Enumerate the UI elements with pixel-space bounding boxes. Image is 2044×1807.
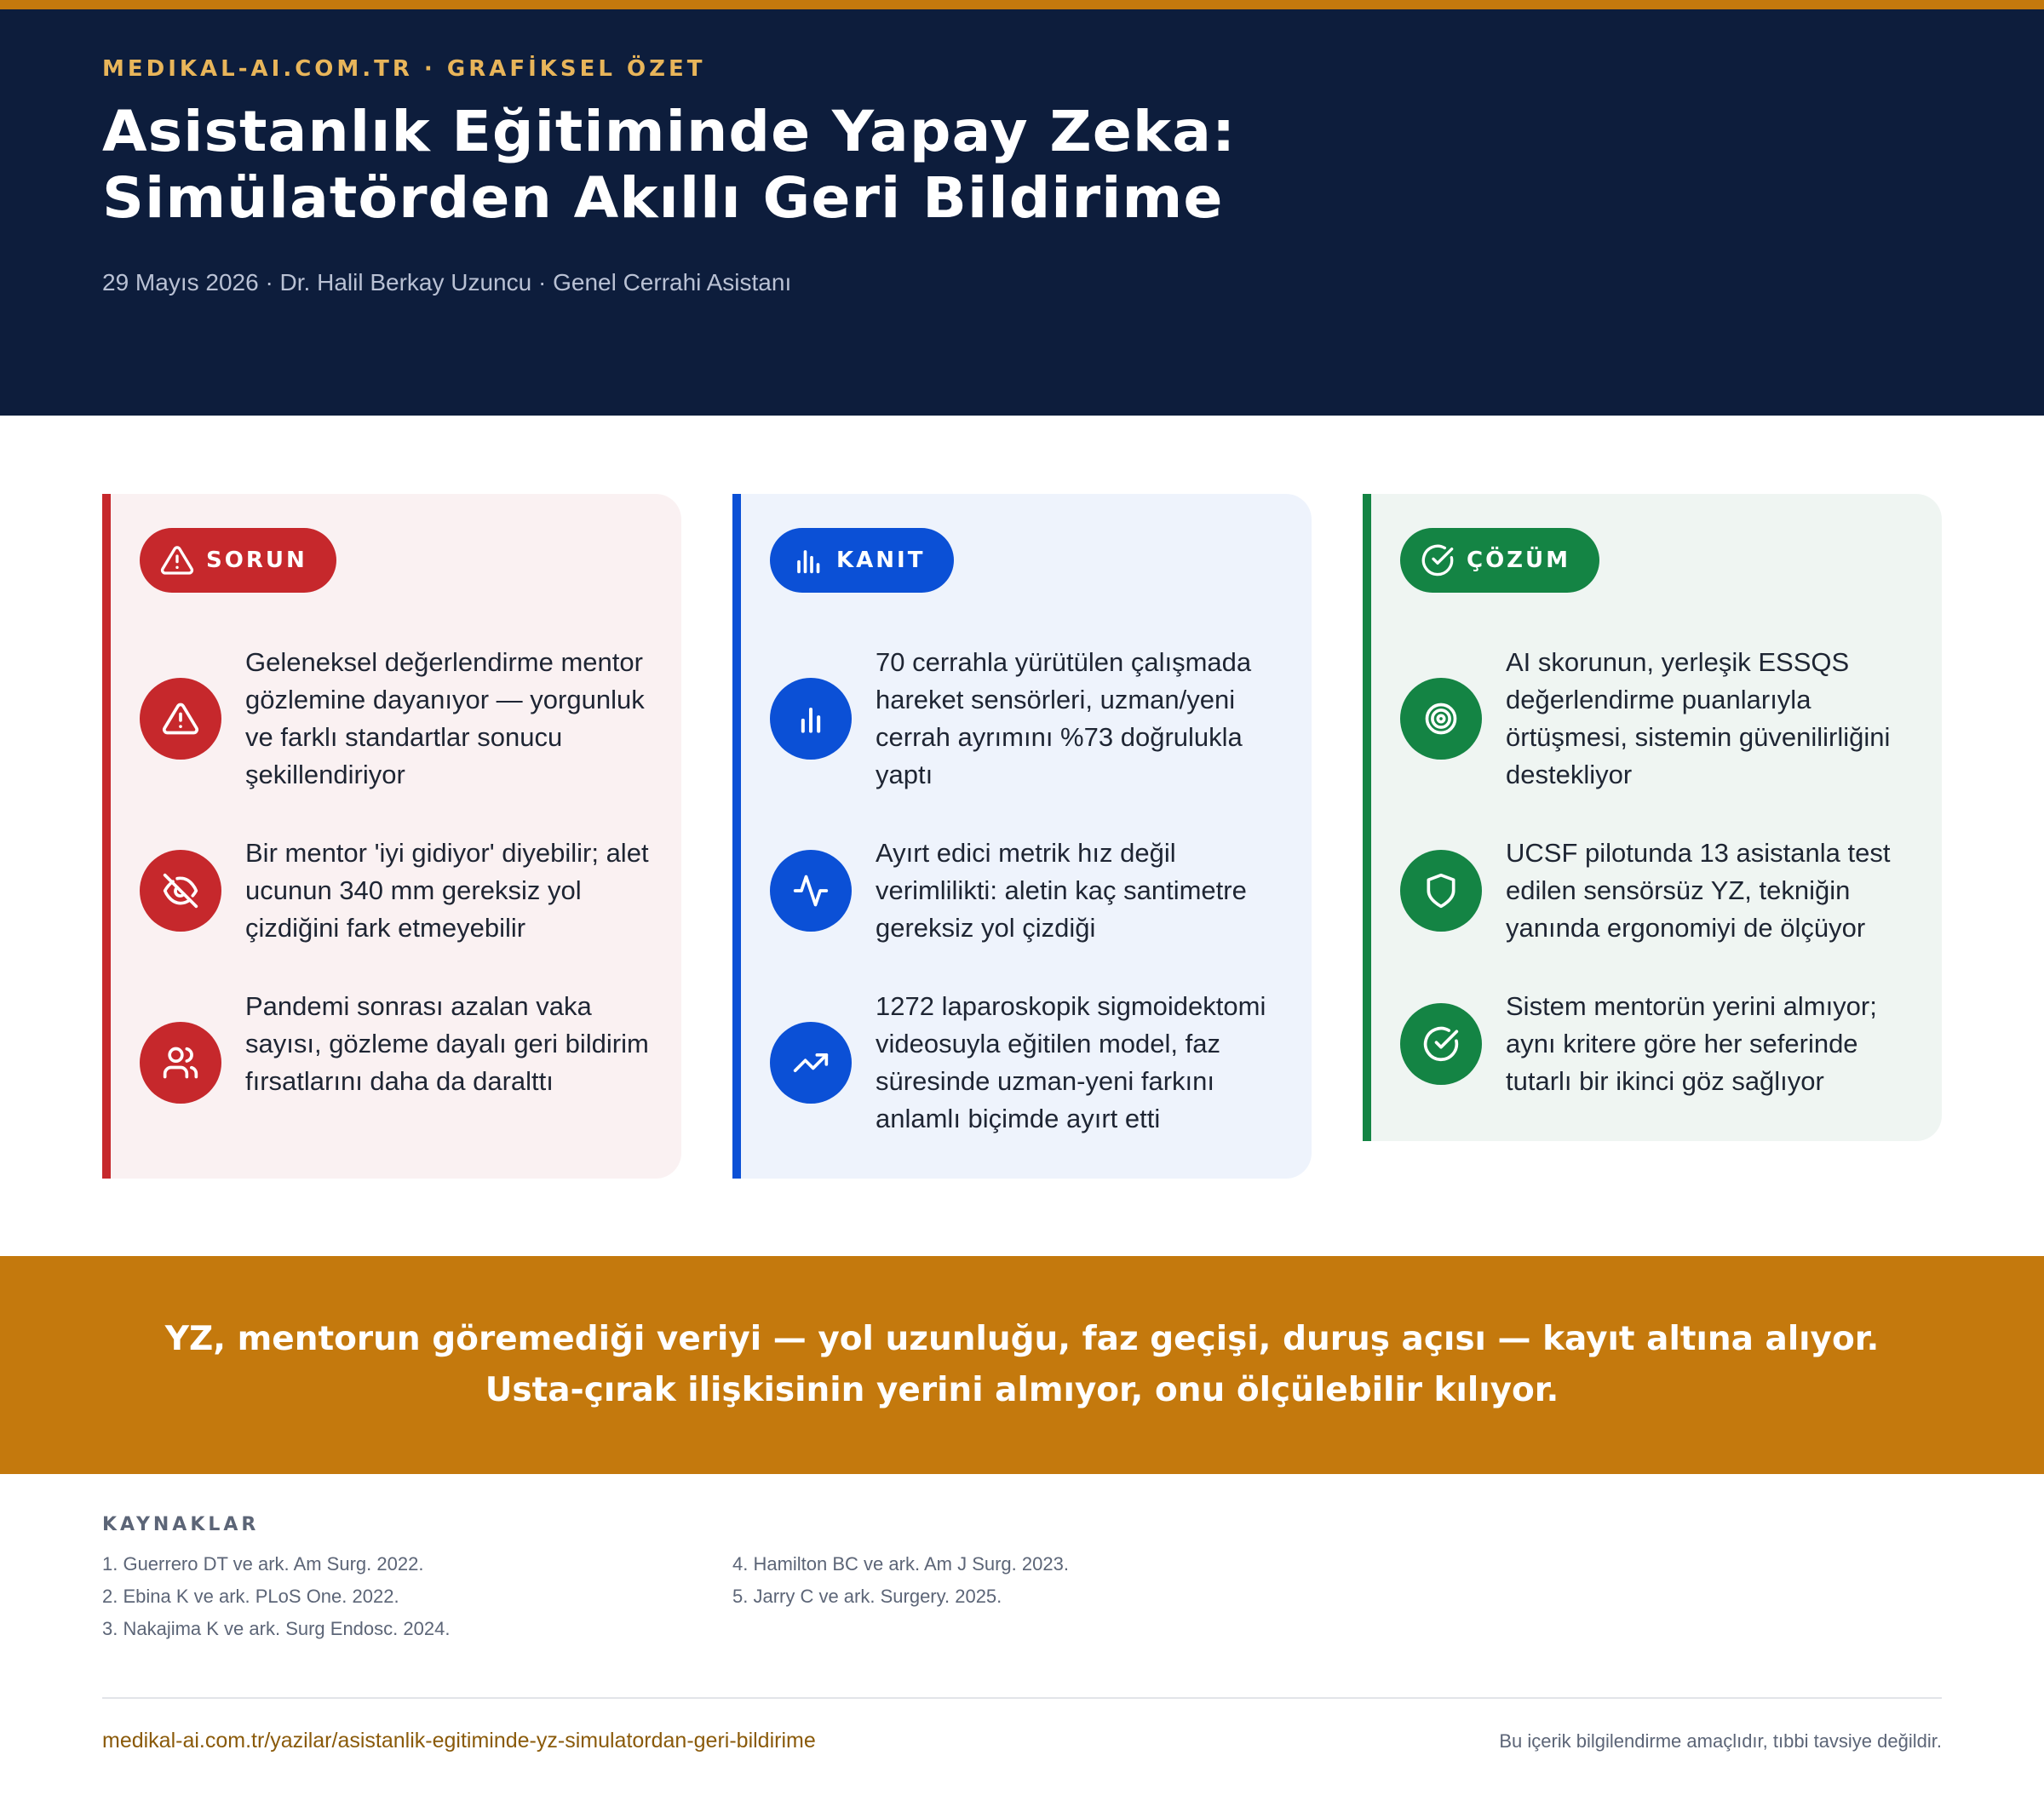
reference-item: 2. Ebina K ve ark. PLoS One. 2022. bbox=[102, 1586, 399, 1607]
reference-item: 4. Hamilton BC ve ark. Am J Surg. 2023. bbox=[732, 1553, 1069, 1575]
card-accent-bar bbox=[1363, 494, 1371, 1141]
cozum-item-text: UCSF pilotunda 13 asistanla test edilen sensörsüz YZ, tekniğin yanında ergonomiyi de ölçüyor bbox=[1506, 838, 1891, 943]
cozum-item-text: AI skorunun, yerleşik ESSQS değerlendirme puanlarıyla örtüşmesi, sistemin güvenilirliğini destekliyor bbox=[1506, 647, 1891, 789]
footer-divider bbox=[102, 1697, 1942, 1699]
cozum-badge bbox=[1400, 528, 1599, 593]
trending-up-icon bbox=[770, 1022, 852, 1104]
target-icon bbox=[1400, 678, 1482, 760]
summary-banner bbox=[0, 1256, 2044, 1474]
users-icon bbox=[140, 1022, 221, 1104]
sorun-badge bbox=[140, 528, 336, 593]
card-accent-bar bbox=[102, 494, 111, 1179]
reference-item: 5. Jarry C ve ark. Surgery. 2025. bbox=[732, 1586, 1002, 1607]
shield-icon bbox=[1400, 850, 1482, 932]
check-circle-icon bbox=[1421, 543, 1455, 577]
article-meta: 29 Mayıs 2026 · Dr. Halil Berkay Uzuncu · Genel Cerrahi Asistanı bbox=[102, 269, 792, 295]
header bbox=[0, 9, 2044, 416]
top-accent-bar bbox=[0, 0, 2044, 9]
card-accent-bar bbox=[732, 494, 741, 1179]
page-title bbox=[102, 99, 1989, 232]
reference-item: 3. Nakajima K ve ark. Surg Endosc. 2024. bbox=[102, 1618, 451, 1639]
bar-chart-icon bbox=[790, 543, 824, 577]
cozum-item-text: Sistem mentorün yerini almıyor; aynı kritere göre her seferinde tutarlı bir ikinci göz sağlıyor bbox=[1506, 991, 1877, 1096]
kanit-item-text: Ayırt edici metrik hız değil verimlilikti: aletin kaç santimetre gereksiz yol çizdiği bbox=[876, 838, 1247, 943]
cozum-badge-label: ÇÖZÜM bbox=[1467, 548, 1571, 573]
cozum-card bbox=[1363, 494, 1942, 1141]
check-circle-icon bbox=[1400, 1003, 1482, 1085]
title-line-2: Simülatörden Akıllı Geri Bildirime bbox=[102, 165, 1224, 231]
references-column-1 bbox=[102, 1548, 450, 1645]
article-url-link[interactable]: medikal-ai.com.tr/yazilar/asistanlik-egitiminde-yz-simulatordan-geri-bildirime bbox=[102, 1729, 816, 1753]
sorun-item-text: Geleneksel değerlendirme mentor gözlemine dayanıyor — yorgunluk ve farklı standartlar sonucu şekillendiriyor bbox=[245, 647, 645, 789]
eye-off-icon bbox=[140, 850, 221, 932]
references-heading: KAYNAKLAR bbox=[102, 1514, 260, 1535]
warning-icon bbox=[160, 543, 194, 577]
title-line-1: Asistanlık Eğitiminde Yapay Zeka: bbox=[102, 99, 1237, 164]
reference-item: 1. Guerrero DT ve ark. Am Surg. 2022. bbox=[102, 1553, 424, 1575]
banner-line-1: YZ, mentorun göremediği veriyi — yol uzunluğu, faz geçişi, duruş açısı — kayıt altına alıyor. bbox=[164, 1320, 1880, 1358]
warning-icon bbox=[140, 678, 221, 760]
kanit-item-text: 1272 laparoskopik sigmoidektomi videosuyla eğitilen model, faz süresinde uzman-yeni farkını anlamlı biçimde ayırt etti bbox=[876, 991, 1266, 1133]
bar-chart-icon bbox=[770, 678, 852, 760]
medical-disclaimer: Bu içerik bilgilendirme amaçlıdır, tıbbi tavsiye değildir. bbox=[1499, 1730, 1942, 1752]
banner-line-2: Usta-çırak ilişkisinin yerini almıyor, onu ölçülebilir kılıyor. bbox=[485, 1371, 1559, 1409]
sorun-item-text: Pandemi sonrası azalan vaka sayısı, gözleme dayalı geri bildirim fırsatlarını daha da daralttı bbox=[245, 991, 649, 1096]
sorun-item-text: Bir mentor 'iyi gidiyor' diyebilir; alet ucunun 340 mm gereksiz yol çizdiğini fark etmeyebilir bbox=[245, 838, 649, 943]
references-column-2 bbox=[732, 1548, 1069, 1613]
sorun-card bbox=[102, 494, 681, 1179]
activity-icon bbox=[770, 850, 852, 932]
site-kicker: MEDIKAL-AI.COM.TR · GRAFİKSEL ÖZET bbox=[102, 56, 706, 82]
kanit-card bbox=[732, 494, 1312, 1179]
kanit-item-text: 70 cerrahla yürütülen çalışmada hareket sensörleri, uzman/yeni cerrah ayrımını %73 doğrulukla yaptı bbox=[876, 647, 1252, 789]
kanit-badge bbox=[770, 528, 954, 593]
sorun-badge-label: SORUN bbox=[206, 548, 307, 573]
kanit-badge-label: KANIT bbox=[836, 548, 926, 573]
